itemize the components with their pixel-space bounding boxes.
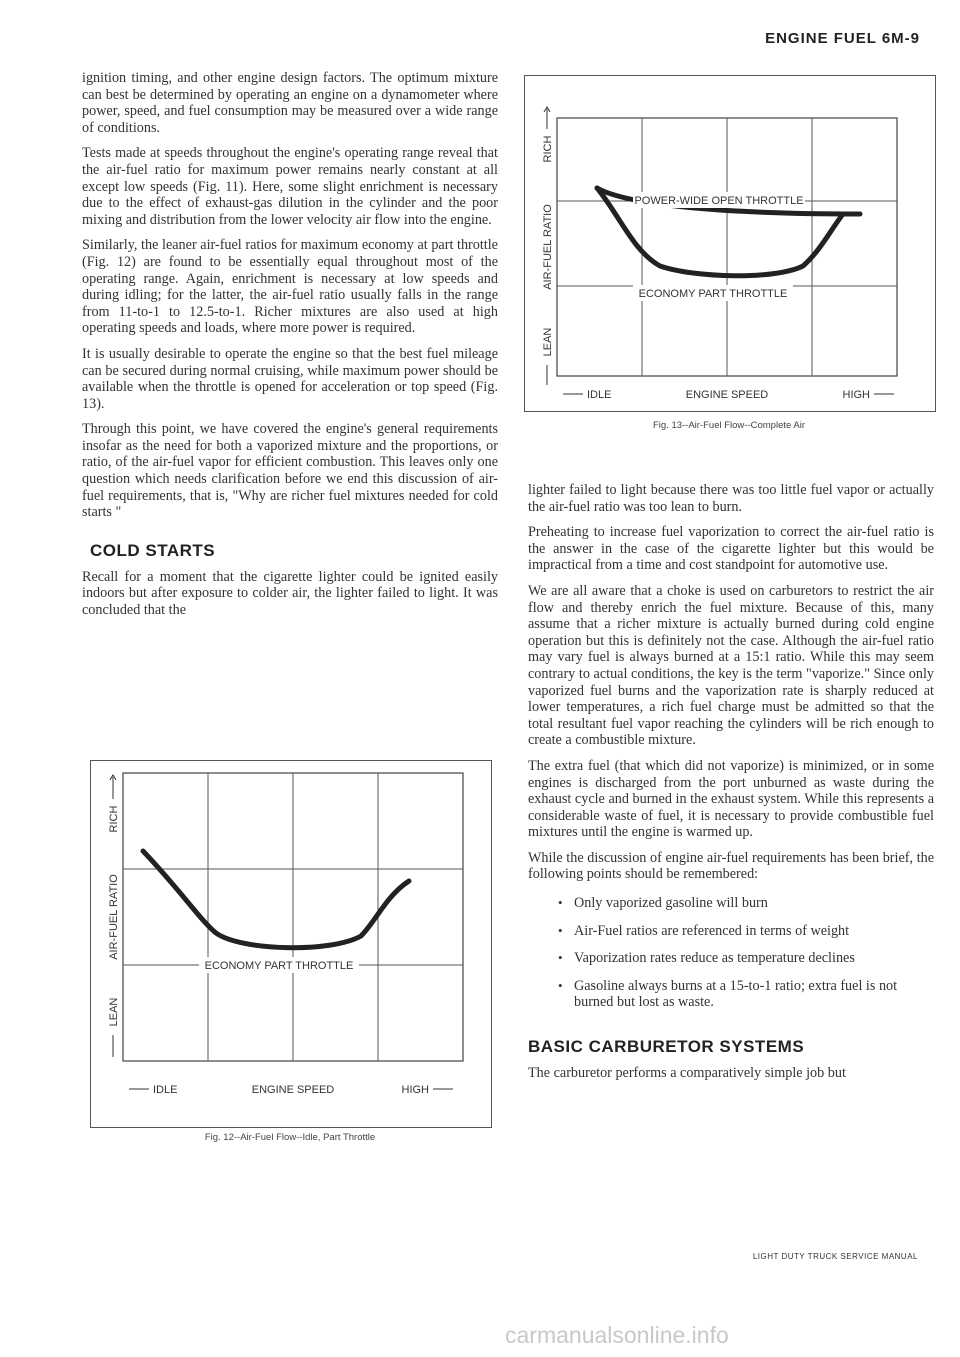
x-label-idle: IDLE — [153, 1084, 178, 1096]
x-label-mid: ENGINE SPEED — [685, 389, 769, 401]
curve-label-bottom: ECONOMY PART THROTTLE — [638, 288, 788, 300]
figure-13-caption: Fig. 13--Air-Fuel Flow--Complete Air — [652, 420, 806, 431]
paragraph: The extra fuel (that which did not vaporize) is minimized, or in some engines is discharged from the port unburned as waste during the exhaust cycle and burned in the exhaust system. While this represents a considerable waste of fuel, it is necessary to provide combustible fuel mixtures until the engine is warmed up. — [528, 757, 934, 841]
figure-12-caption: Fig. 12--Air-Fuel Flow--Idle, Part Throttle — [204, 1132, 376, 1143]
bullet-list — [528, 895, 934, 1011]
list-item: • Vaporization rates reduce as temperature declines — [528, 950, 934, 967]
paragraph: While the discussion of engine air-fuel requirements has been brief, the following points should be remembered: — [528, 849, 934, 883]
list-item: • Gasoline always burns at a 15-to-1 ratio; extra fuel is not burned but lost as waste. — [528, 978, 934, 1011]
figure-12-graph — [91, 761, 491, 1127]
paragraph: Recall for a moment that the cigarette lighter could be ignited easily indoors but after exposure to colder air, the lighter failed to light. It was concluded that the — [82, 568, 498, 619]
y-label-mid: AIR-FUEL RATIO — [542, 204, 554, 290]
watermark: carmanualsonline.info — [505, 1322, 729, 1348]
figure-13 — [524, 75, 936, 412]
paragraph: The carburetor performs a comparatively simple job but — [528, 1065, 846, 1082]
paragraph: It is usually desirable to operate the engine so that the best fuel mileage can be secured during normal cruising, while maximum power should be available when the throttle is opened for acceleration or top speed (Fig. 13). — [82, 345, 498, 412]
curve-label: ECONOMY PART THROTTLE — [204, 960, 354, 972]
y-label-lean: LEAN — [108, 997, 120, 1027]
x-label-high: HIGH — [401, 1084, 429, 1096]
paragraph: Preheating to increase fuel vaporization to correct the air-fuel ratio is the answer in the case of the cigarette lighter but this would be impractical from a time and cost standpoint for automotive use. — [528, 524, 934, 574]
figure-13-graph — [525, 76, 935, 411]
page-header: ENGINE FUEL 6M-9 — [765, 30, 920, 47]
section-heading-cold-starts: COLD STARTS — [90, 540, 216, 560]
y-label-rich: RICH — [542, 135, 554, 163]
x-label-idle: IDLE — [587, 389, 612, 401]
list-item: • Air-Fuel ratios are referenced in terms of weight — [528, 923, 934, 940]
y-label-rich: RICH — [108, 805, 120, 833]
paragraph: Similarly, the leaner air-fuel ratios for maximum economy at part throttle (Fig. 12) are found to be essentially equal throughout most of the operating range. Again, enrichment is necessary at low speeds and during idling; for the latter, the air-fuel ratio usually falls in the range from 11-to-1 to 12.5-to-1. Richer mixtures are also used at high operating speeds and loads, where more power is required. — [82, 237, 498, 337]
paragraph: Through this point, we have covered the engine's general requirements insofar as the need for both a vaporized mixture and the proportions, or ratio, of the air-fuel vapor for efficient combustion. This leaves only one question which needs clarification before we end this discussion of air-fuel requirements, that is, "Why are richer fuel mixtures needed for cold starts " — [82, 421, 498, 521]
economy-curve — [143, 851, 409, 948]
curve-label-top: POWER-WIDE OPEN THROTTLE — [634, 195, 804, 207]
paragraph: We are all aware that a choke is used on carburetors to restrict the air flow and thereby enrich the fuel mixture. Because of this, many assume that a richer mixture is actually burned during cold engine operation but this is definitely not the case. Although the air-fuel ratio may vary fuel is always burned at a 15:1 ratio. While this may seem contrary to actual conditions, the key is the term "vaporize." Since only vaporized fuel burns and the vaporization rate is sharply reduced at lower temperatures, a rich fuel charge must be admitted so that the total resultant fuel vapor reaching the cylinders will be rich enough to create a combustible mixture. — [528, 582, 934, 749]
paragraph: ignition timing, and other engine design factors. The optimum mixture can best be determined by operating an engine on a dynamometer where power, speed, and fuel consumption may be measured over a wide range of conditions. — [82, 70, 498, 136]
figure-12 — [90, 760, 492, 1128]
left-column — [82, 70, 498, 628]
y-label-lean: LEAN — [542, 327, 554, 357]
right-column — [528, 482, 934, 1091]
section-heading-basic-carburetor-systems: BASIC CARBURETOR SYSTEMS — [528, 1037, 805, 1057]
x-label-mid: ENGINE SPEED — [251, 1084, 335, 1096]
paragraph: Tests made at speeds throughout the engine's operating range reveal that the air-fuel ratio for maximum power remains nearly constant at all except low speeds (Fig. 11). Here, some slight enrichment is necessary due to the effect of exhaust-gas dilution in the cylinder and the poor mixing and distribution from the lower velocity air flow into the engine. — [82, 145, 498, 228]
page-footer: LIGHT DUTY TRUCK SERVICE MANUAL — [752, 1252, 918, 1261]
y-label-mid: AIR-FUEL RATIO — [108, 874, 120, 960]
list-item: • Only vaporized gasoline will burn — [528, 895, 934, 912]
paragraph: lighter failed to light because there was too little fuel vapor or actually the air-fuel ratio was too lean to burn. — [528, 482, 934, 515]
x-label-high: HIGH — [842, 389, 870, 401]
